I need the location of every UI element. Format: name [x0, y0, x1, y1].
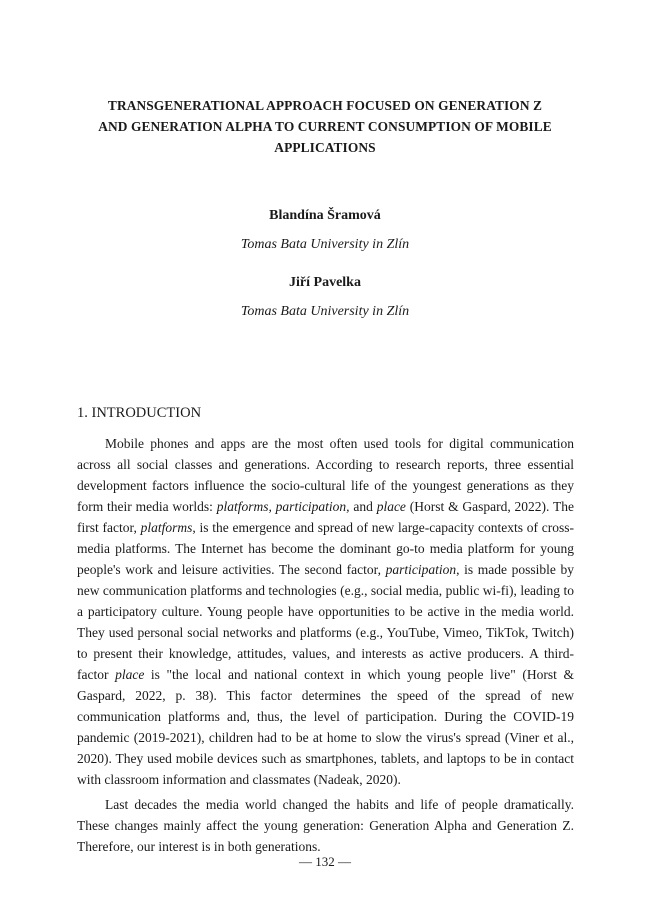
title-line-1: TRANSGENERATIONAL APPROACH FOCUSED ON GENERATION Z [107, 98, 543, 113]
body-text [77, 433, 574, 857]
page-number: — 132 — [299, 854, 351, 869]
paragraph-1-text-1: Mobile phones and apps are the most often used tools for digital communication across all social classes and generations. According to research reports, three essential development factors influence the socio-cultural life of the youngest generations as they form their media worlds: [77, 436, 574, 514]
author-name-2: Jiří Pavelka [289, 275, 361, 290]
paragraph-1-text-3: (Horst & Gaspard, 2022). The first factor, [77, 499, 574, 535]
paragraph-1-text-6: is "the local and national context in which young people live" (Horst & Gaspard, 2022, p. 38). This factor determines the speed of the spread of new communication platforms and, thus, the level of participation. During the COVID-19 pandemic (2019-2021), children had to be at home to slow the virus's spread (Viner et al., 2020). They used mobile devices such as smartphones, tablets, and laptops to be in contact with classroom information and classmates (Nadeak, 2020). [77, 667, 574, 787]
paragraph-2: Last decades the media world changed the habits and life of people dramatically. These changes mainly affect the young generation: Generation Alpha and Generation Z. Therefore, our interest is in both generations. [77, 797, 574, 854]
author-name-1: Blandína Šramová [269, 208, 381, 223]
author-affiliation-1: Tomas Bata University in Zlín [240, 237, 410, 252]
term-place: place [376, 499, 406, 514]
term-participation: participation [385, 562, 457, 577]
section-heading: 1. INTRODUCTION [77, 405, 202, 421]
paragraph-1-text-5: , is made possible by new communication platforms and technologies (e.g., social media, public wi-fi), leading to a participatory culture. Young people have opportunities to be active in the media world. They used personal social networks and platforms (e.g., YouTube, Vimeo, TikTok, Twitch) to present their knowledge, attitudes, values, and interests as active producers. A third-factor [77, 562, 575, 682]
author-affiliation-2: Tomas Bata University in Zlín [240, 304, 410, 319]
title-line-3: APPLICATIONS [274, 140, 376, 155]
paragraph-1 [77, 433, 574, 790]
paragraph-1-text-4: , is the emergence and spread of new large-capacity contexts of cross-media platforms. The Internet has become the dominant go-to media platform for young people's work and leisure activities. The second factor, [77, 520, 574, 577]
paper-title [60, 95, 590, 158]
term-platforms-participation: platforms, participation, [216, 499, 350, 514]
term-platforms: platforms [140, 520, 193, 535]
title-line-2: AND GENERATION ALPHA TO CURRENT CONSUMPTION OF MOBILE [98, 119, 552, 134]
term-place-2: place [115, 667, 145, 682]
paragraph-1-text-2: and [349, 499, 377, 514]
